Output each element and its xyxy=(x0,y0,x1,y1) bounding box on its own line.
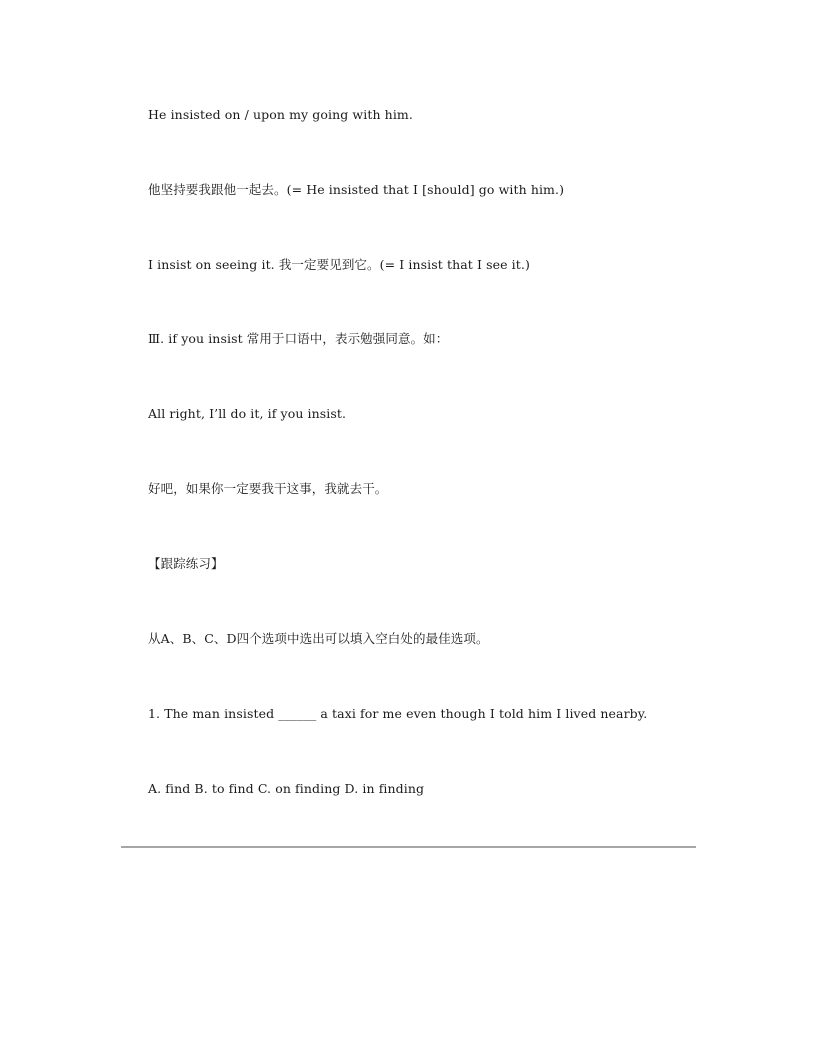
usage-note-if-you-insist: Ⅲ. if you insist 常用于口语中，表示勉强同意。如： xyxy=(148,331,449,346)
page-divider xyxy=(121,846,696,848)
exercise-question-1: 1. The man insisted ______ a taxi for me even though I told him I lived nearby. xyxy=(148,706,648,721)
exercise-instructions: 从A、B、C、D四个选项中选出可以填入空白处的最佳选项。 xyxy=(148,631,489,646)
example-translation-insisted-that: 他坚持要我跟他一起去。(= He insisted that I [should] go with him.) xyxy=(148,182,565,197)
example-sentence-insist-on-seeing: I insist on seeing it. 我一定要见到它。(= I insist that I see it.) xyxy=(148,257,530,272)
example-sentence-insist-on-upon: He insisted on / upon my going with him. xyxy=(148,107,413,122)
example-sentence-all-right: All right, I’ll do it, if you insist. xyxy=(148,406,347,421)
example-translation-all-right: 好吧，如果你一定要我干这事，我就去干。 xyxy=(148,481,388,496)
section-heading-practice: 【跟踪练习】 xyxy=(148,556,224,571)
exercise-options-1: A. find B. to find C. on finding D. in finding xyxy=(148,781,425,796)
